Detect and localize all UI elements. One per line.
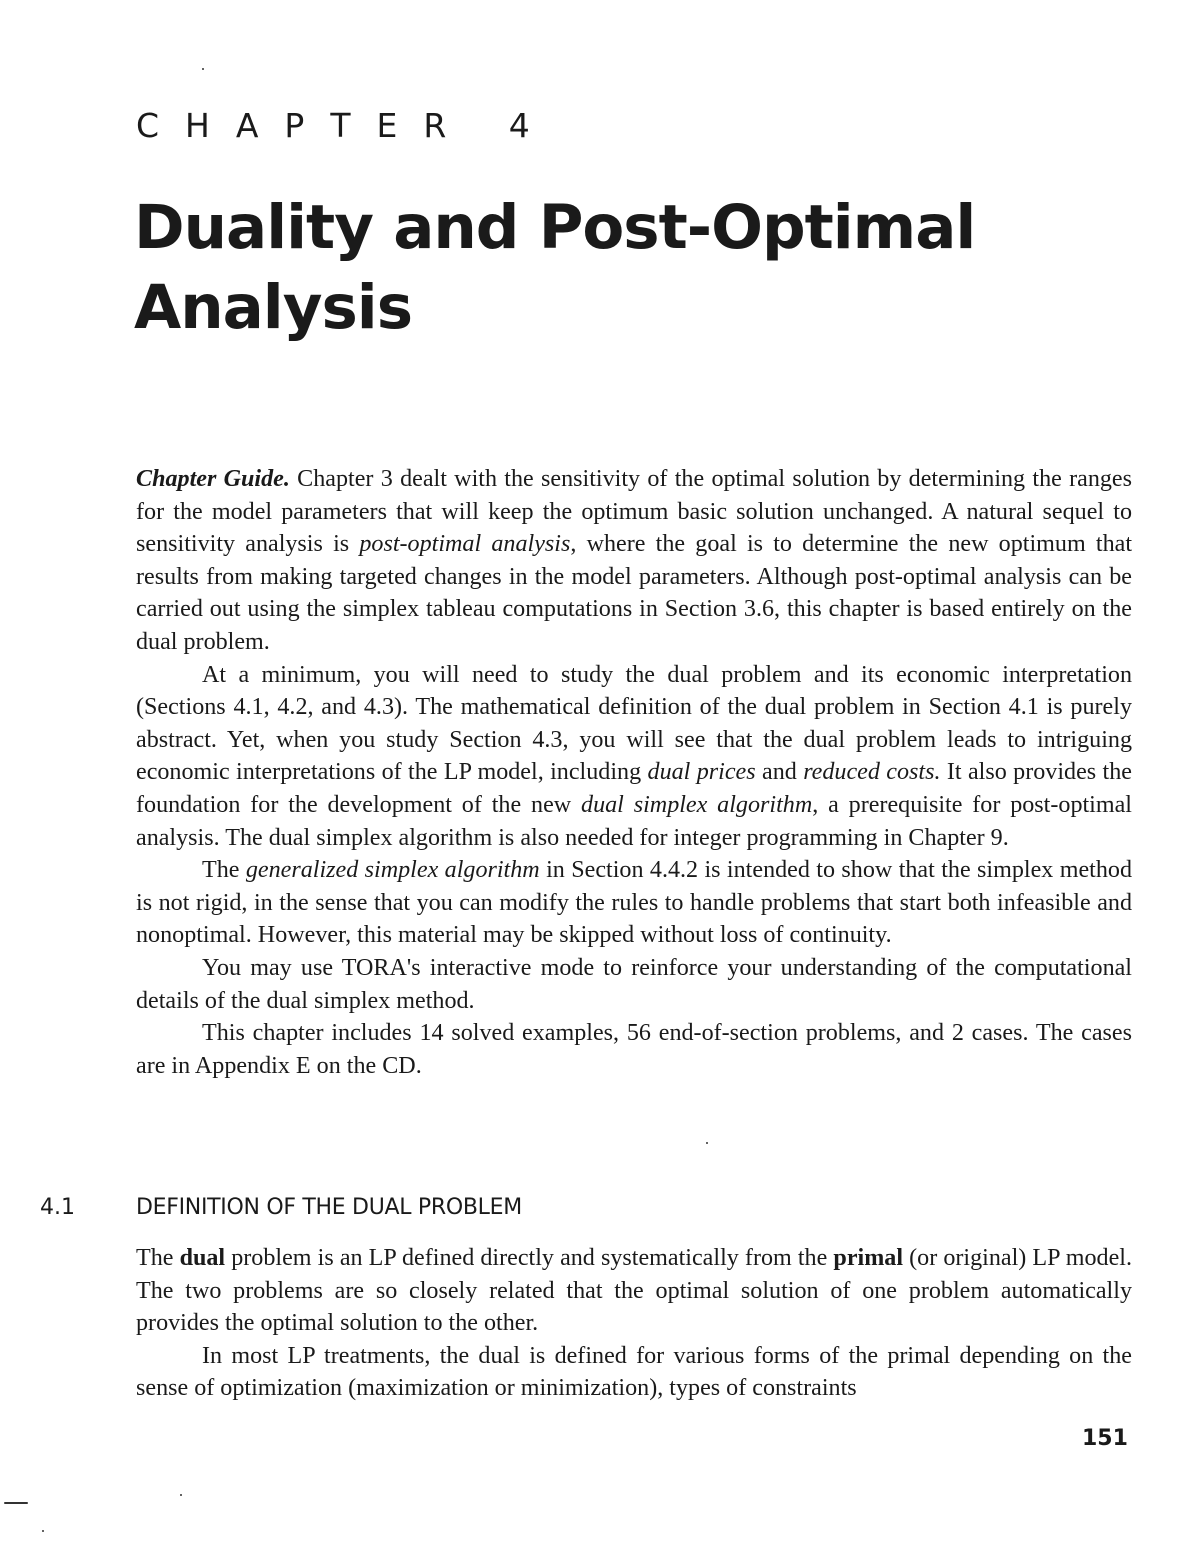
- section-title: DEFINITION OF THE DUAL PROBLEM: [136, 1195, 522, 1220]
- term-dual: dual: [179, 1245, 226, 1271]
- guide-paragraph-4: You may use TORA's interactive mode to reinforce your understanding of the computational details of the dual simplex method.: [136, 954, 1132, 1014]
- chapter-title: Duality and Post-Optimal Analysis: [134, 192, 976, 343]
- guide-paragraph-5: This chapter includes 14 solved examples, 56 end-of-section problems, and 2 cases. The cases are in Appendix E on the CD.: [136, 1020, 1132, 1079]
- term-dual-prices: dual prices: [647, 759, 756, 786]
- term-generalized-simplex-algorithm: generalized simplex algorithm: [245, 857, 540, 884]
- scan-speck: [42, 1530, 44, 1532]
- guide-paragraph-3: The generalized simplex algorithm in Section 4.4.2 is intended to show that the simplex method is not rigid, in the sense that you can modify the rules to handle problems that start both infeasible and nonoptimal. However, this material may be skipped without loss of continuity.: [136, 857, 1132, 949]
- scan-speck: [180, 1494, 182, 1496]
- term-post-optimal-analysis: post-optimal analysis: [359, 531, 571, 558]
- term-dual-simplex-algorithm: dual simplex algorithm: [581, 791, 813, 818]
- chapter-label: CHAPTER 4: [136, 106, 556, 145]
- section-body: [136, 1242, 1132, 1405]
- section-paragraph-1: The dual problem is an LP defined directly and systematically from the primal (or original) LP model. The two problems are so closely related that the optimal solution of one problem automatically provides the optimal solution to the other.: [136, 1245, 1133, 1337]
- scan-speck: [4, 1502, 28, 1504]
- section-paragraph-2: In most LP treatments, the dual is defined for various forms of the primal depending on the sense of optimization (maximization or minimization), types of constraints: [136, 1342, 1132, 1402]
- term-reduced-costs: reduced costs.: [803, 759, 941, 786]
- scan-speck: [202, 68, 204, 70]
- guide-paragraph-2: At a minimum, you will need to study the dual problem and its economic interpretation (Sections 4.1, 4.2, and 4.3). The mathematical definition of the dual problem in Section 4.1 is purely abstract. Yet, when you study Section 4.3, you will see that the dual problem leads to intriguing economic interpretations of the LP model, including dual prices and reduced costs. It also provides the foundation for the development of the new dual simplex algorithm, a prerequisite for post-optimal analysis. The dual simplex algorithm is also needed for integer programming in Chapter 9.: [136, 661, 1133, 851]
- scan-speck: [706, 1142, 708, 1144]
- guide-paragraph-1: Chapter Guide. Chapter 3 dealt with the sensitivity of the optimal solution by determining the ranges for the model parameters that will keep the optimum basic solution unchanged. A natural sequel to sensitivity analysis is post-optimal analysis, where the goal is to determine the new optimum that results from making targeted changes in the model parameters. Although post-optimal analysis can be carried out using the simplex tableau computations in Section 3.6, this chapter is based entirely on the dual problem.: [136, 466, 1133, 655]
- section-number: 4.1: [40, 1195, 75, 1220]
- term-primal: primal: [833, 1245, 904, 1271]
- page-number: 151: [1082, 1426, 1128, 1451]
- chapter-guide: [136, 463, 1132, 1082]
- guide-lead: Chapter Guide.: [136, 466, 290, 492]
